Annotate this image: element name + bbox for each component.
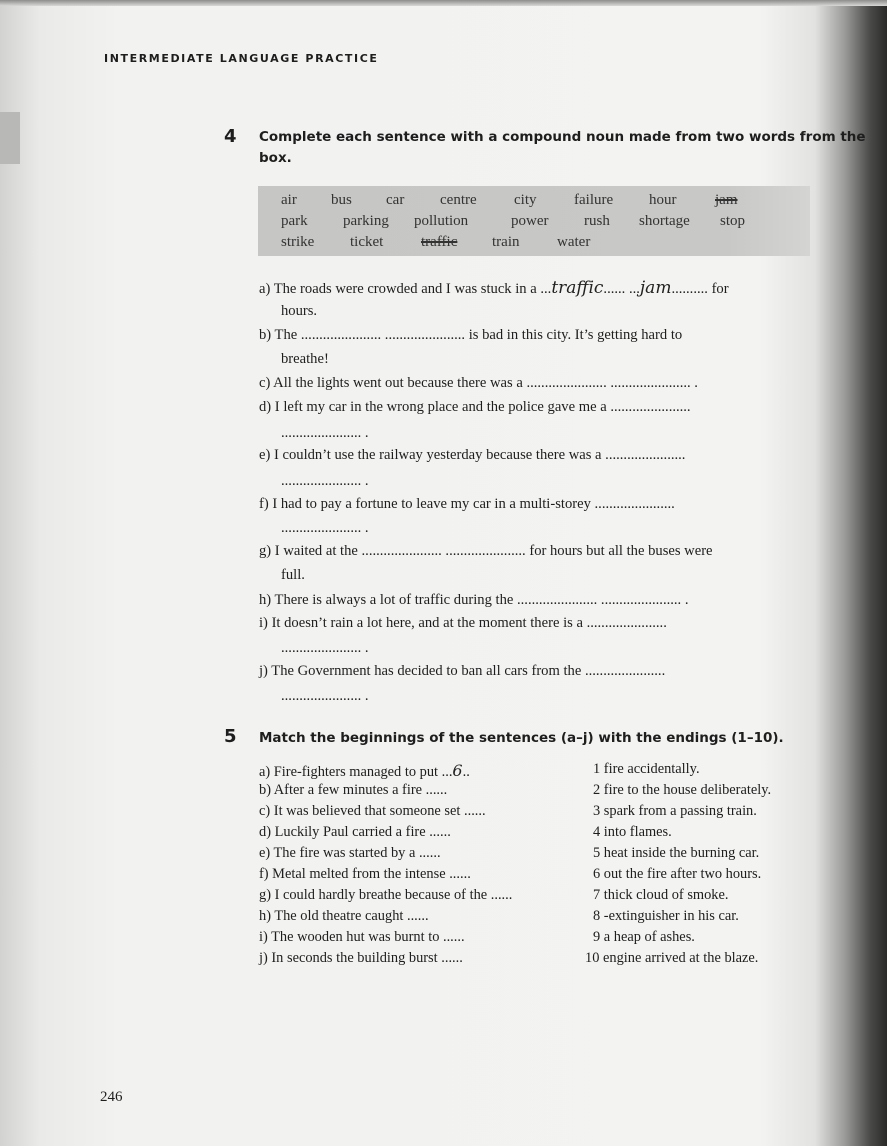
word-strike: strike — [281, 234, 315, 250]
word-failure: failure — [574, 192, 614, 208]
word-bus: bus — [331, 192, 352, 208]
sentence-i: i) It doesn’t rain a lot here, and at the moment there is a ...................... — [259, 615, 667, 631]
match-right-2: 2 fire to the house deliberately. — [593, 782, 772, 798]
match-left-e: e) The fire was started by a ...... — [259, 845, 441, 861]
match-left-a-text: a) Fire-fighters managed to put ... — [259, 764, 453, 780]
sentence-d-line-2: ...................... . — [281, 425, 369, 441]
word-train: train — [492, 234, 520, 250]
exercise-4-instruction-line-2: box. — [259, 150, 292, 166]
word-city: city — [514, 192, 537, 208]
sentence-a — [259, 278, 729, 298]
word-pollution: pollution — [414, 213, 469, 229]
match-left-b: b) After a few minutes a fire ...... — [259, 782, 448, 798]
sentence-j-line-2: ...................... . — [281, 688, 369, 704]
sentence-b-line-2: breathe! — [281, 351, 329, 367]
exercise-5-instruction: Match the beginnings of the sentences (a–j) with the endings (1–10). — [259, 730, 784, 746]
word-car: car — [386, 192, 405, 208]
word-hour: hour — [649, 192, 677, 208]
sentence-i-line-2: ...................... . — [281, 640, 369, 656]
word-park: park — [281, 213, 308, 229]
sentence-a-dots-1: ...... ... — [603, 281, 640, 297]
match-right-8: 8 -extinguisher in his car. — [593, 908, 739, 924]
match-left-i: i) The wooden hut was burnt to ...... — [259, 929, 465, 945]
word-water: water — [557, 234, 591, 250]
handwritten-answer-traffic: traffic — [551, 278, 604, 298]
match-left-a-trailing-dots: .. — [462, 764, 470, 780]
match-left-h: h) The old theatre caught ...... — [259, 908, 429, 924]
match-right-4: 4 into flames. — [593, 824, 672, 840]
page-top-shadow — [0, 0, 887, 6]
match-right-1: 1 fire accidentally. — [593, 761, 700, 777]
exercise-5-number: 5 — [224, 726, 237, 747]
handwritten-answer-jam: jam — [639, 278, 672, 298]
word-centre: centre — [440, 192, 477, 208]
match-right-6: 6 out the fire after two hours. — [593, 866, 762, 882]
word-parking: parking — [343, 213, 389, 229]
sentence-h: h) There is always a lot of traffic during the ...................... ...................... . — [259, 592, 689, 608]
match-left-j: j) In seconds the building burst ...... — [259, 950, 463, 966]
match-right-7: 7 thick cloud of smoke. — [593, 887, 729, 903]
exercise-4-instruction-line-1: Complete each sentence with a compound noun made from two words from the — [259, 129, 866, 145]
sentence-e-line-2: ...................... . — [281, 473, 369, 489]
match-left-g: g) I could hardly breathe because of the ...... — [259, 887, 513, 903]
word-stop: stop — [720, 213, 746, 229]
word-power: power — [511, 213, 549, 229]
match-right-10: 10 engine arrived at the blaze. — [585, 950, 759, 966]
sentence-f: f) I had to pay a fortune to leave my car in a multi-storey ...................... — [259, 496, 675, 512]
sentence-f-line-2: ...................... . — [281, 520, 369, 536]
sentence-a-text: a) The roads were crowded and I was stuck in a ... — [259, 281, 552, 297]
exercise-4-number: 4 — [224, 126, 237, 147]
sentence-e: e) I couldn’t use the railway yesterday because there was a ...................... — [259, 447, 686, 463]
sentence-g: g) I waited at the ...................... ...................... for hours but all the buses were — [259, 543, 713, 559]
match-left-f: f) Metal melted from the intense ...... — [259, 866, 471, 882]
sentence-g-line-2: full. — [281, 567, 305, 583]
match-left-c: c) It was believed that someone set ...... — [259, 803, 486, 819]
match-right-5: 5 heat inside the burning car. — [593, 845, 760, 861]
match-right-3: 3 spark from a passing train. — [593, 803, 757, 819]
sentence-j: j) The Government has decided to ban all cars from the ...................... — [259, 663, 666, 679]
page-number: 246 — [100, 1089, 123, 1105]
sentence-b: b) The ...................... ...................... is bad in this city. It’s getting hard to — [259, 327, 683, 343]
sentence-c: c) All the lights went out because there was a ...................... ...................... . — [259, 375, 698, 391]
word-box — [258, 186, 810, 256]
word-rush: rush — [584, 213, 610, 229]
sentence-a-dots-2: .......... for — [671, 281, 729, 297]
running-header: INTERMEDIATE LANGUAGE PRACTICE — [104, 52, 379, 65]
match-left-a — [259, 761, 470, 781]
page-left-shadow — [0, 112, 20, 164]
sentence-d: d) I left my car in the wrong place and the police gave me a ...................... — [259, 399, 691, 415]
match-right-9: 9 a heap of ashes. — [593, 929, 695, 945]
word-jam-crossed: jam — [715, 192, 738, 208]
match-left-d: d) Luckily Paul carried a fire ...... — [259, 824, 451, 840]
sentence-a-line-2: hours. — [281, 303, 318, 319]
word-traffic-crossed: traffic — [421, 234, 458, 250]
word-air: air — [281, 192, 297, 208]
word-shortage: shortage — [639, 213, 690, 229]
word-ticket: ticket — [350, 234, 384, 250]
handwritten-answer-6: 6 — [452, 761, 463, 780]
